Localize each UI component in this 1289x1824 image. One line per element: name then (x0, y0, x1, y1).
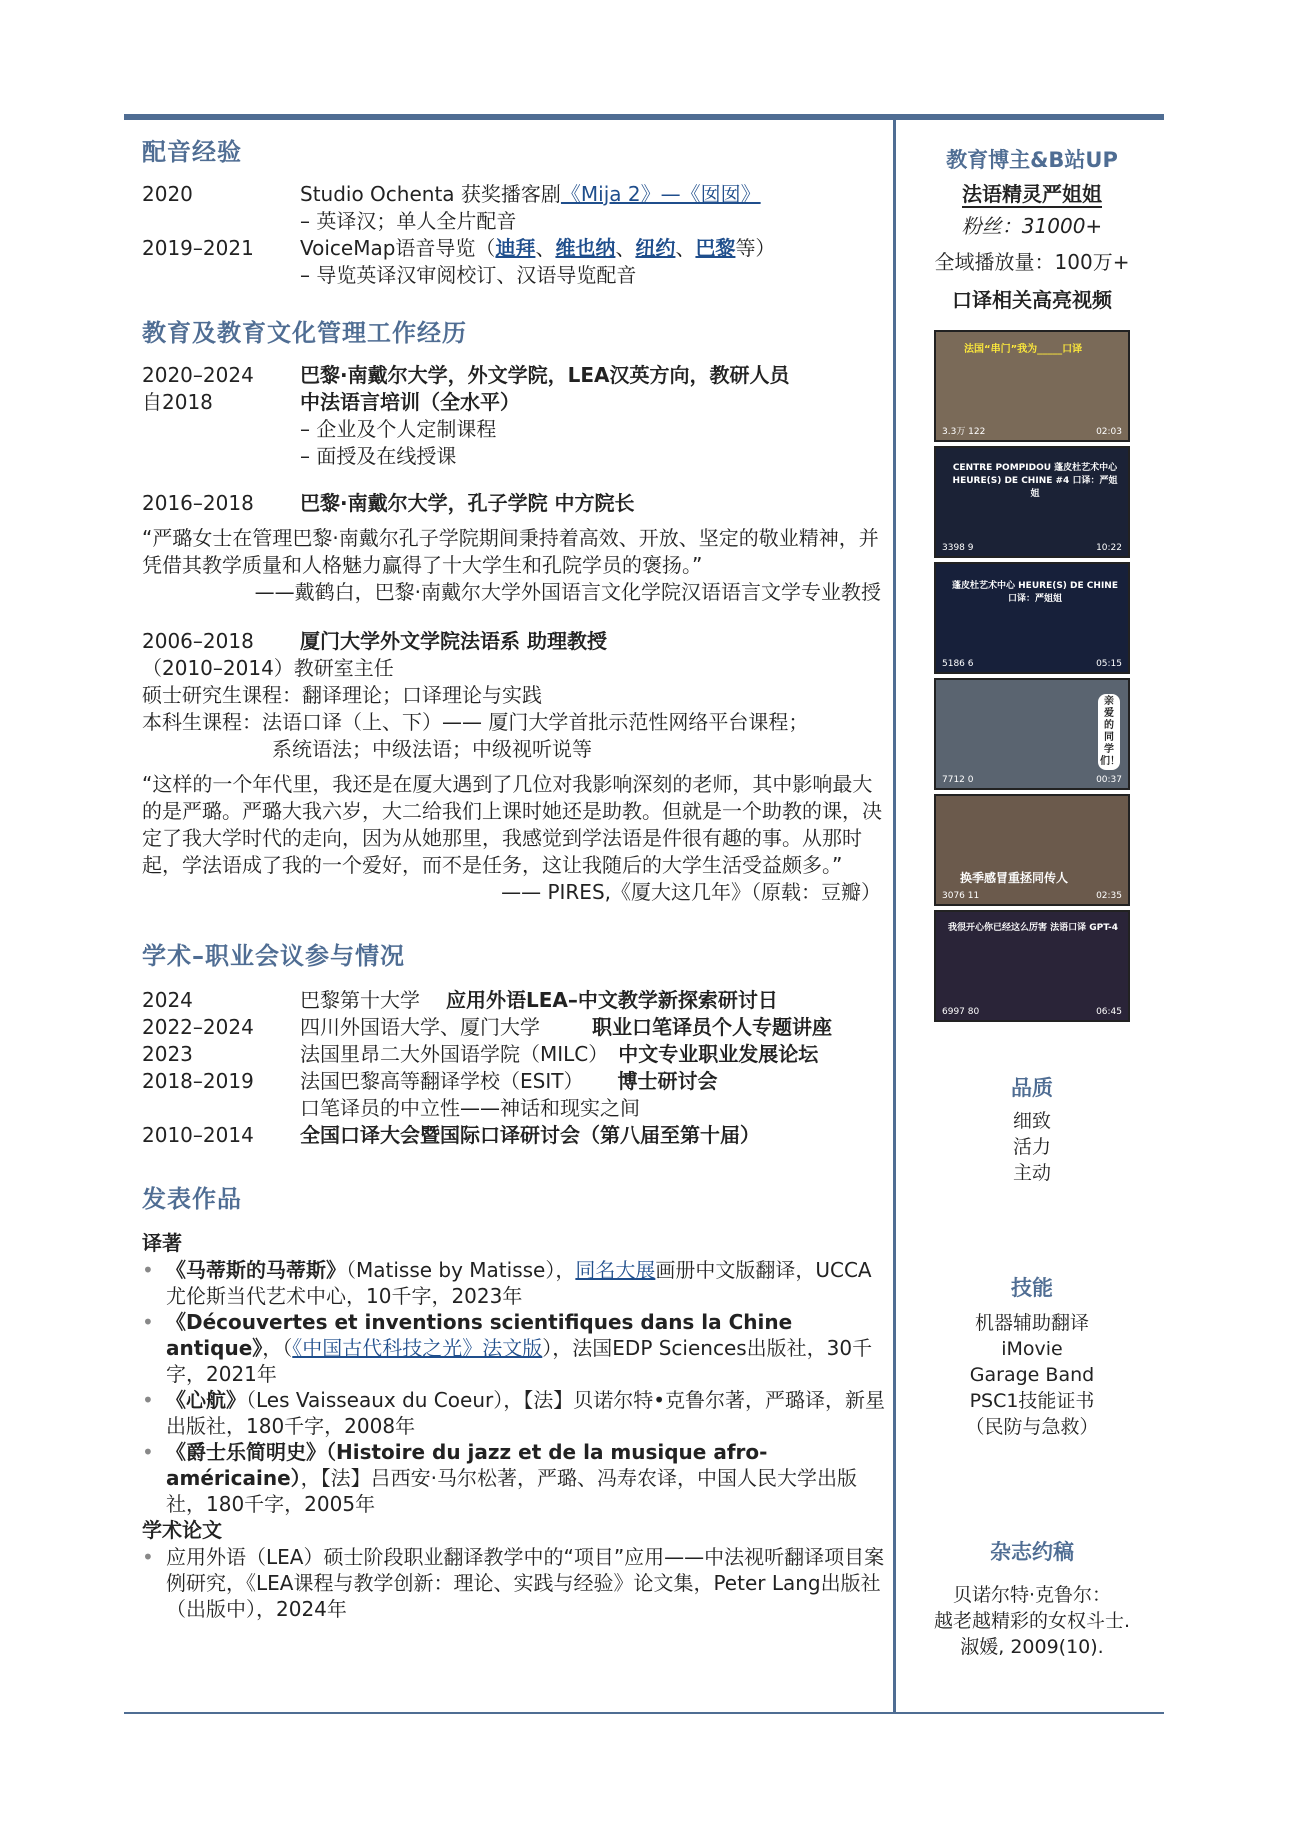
video-stats: 6997 80 (942, 1007, 980, 1017)
dubbing-item (142, 235, 887, 262)
job-title: 厦门大学外文学院法语系 助理教授 (300, 629, 607, 653)
video-stats: 3.3万 122 (942, 427, 986, 437)
skills-heading: 技能 (1011, 1276, 1053, 1300)
translations-heading: 译著 (142, 1231, 182, 1255)
blogger-name: 法语精灵严姐姐 (962, 182, 1102, 206)
dubbing-text: Studio Ochenta 获奖播客剧 (300, 182, 561, 206)
job-title: 巴黎·南戴尔大学，孔子学院 中方院长 (300, 491, 635, 515)
magazine-line: 贝诺尔特·克鲁尔： (952, 1584, 1112, 1606)
pub-title: 《马蒂斯的马蒂斯》 (166, 1258, 346, 1282)
magazine-heading: 杂志约稿 (990, 1540, 1074, 1564)
quality-item: 主动 (1012, 1162, 1051, 1184)
year: 2010–2014 (142, 1123, 254, 1147)
video-duration: 02:35 (1096, 891, 1122, 901)
papers-heading: 学术论文 (142, 1518, 222, 1542)
video-thumbnail[interactable] (934, 330, 1130, 442)
conference-list (142, 987, 887, 1149)
magazine-list (900, 1582, 1164, 1660)
conference-name: 职业口笔译员个人专题讲座 (592, 1015, 832, 1039)
job-item (142, 389, 887, 416)
skill-item: Garage Band (969, 1364, 1095, 1386)
job-item (142, 628, 887, 655)
publication-list (142, 1230, 887, 1622)
plays-count: 全域播放量：100万+ (934, 250, 1130, 274)
pub-title: 《爵士乐简明史》（Histoire du jazz et de la musique afro-américaine） (166, 1440, 768, 1490)
video-stats: 5186 6 (942, 659, 974, 669)
city-link-dubai[interactable]: 迪拜 (495, 236, 536, 260)
dubbing-sub: – 导览英译汉审阅校订、汉语导览配音 (300, 263, 637, 287)
testimonial-quote: “严璐女士在管理巴黎·南戴尔孔子学院期间秉持着高效、开放、坚定的敬业精神，并凭借其教学质量和人格魅力赢得了十大学生和孔院学员的褒扬。” (142, 526, 879, 577)
job-detail: 系统语法；中级法语；中级视听说等 (272, 737, 592, 761)
skill-item: （民防与急救） (965, 1416, 1099, 1438)
video-stats: 3076 11 (942, 891, 980, 901)
conference-name: 全国口译大会暨国际口译研讨会（第八届至第十届） (300, 1123, 760, 1147)
year: 2020–2024 (142, 363, 254, 387)
section-title-education: 教育及教育文化管理工作经历 (142, 319, 467, 347)
pub-text: 应用外语（LEA）硕士阶段职业翻译教学中的“项目”应用——中法视听翻译项目案例研究，《LEA课程与教学创新：理论、实践与经验》论文集，Peter Lang出版社（出版中），2024年 (166, 1545, 885, 1621)
pub-text: （Matisse by Matisse）， (346, 1258, 576, 1282)
job-title: 巴黎·南戴尔大学，外文学院，LEA汉英方向，教研人员 (300, 363, 790, 387)
video-label: CENTRE POMPIDOU 蓬皮杜艺术中心 HEURE(S) DE CHINE #4 口译：严姐姐 (952, 463, 1118, 499)
video-duration: 05:15 (1096, 659, 1122, 669)
year: 2024 (142, 988, 193, 1012)
conference-item (142, 1122, 887, 1149)
dubbing-title (300, 235, 887, 262)
video-duration: 02:03 (1096, 427, 1122, 437)
quality-item: 细致 (1012, 1110, 1051, 1132)
conference-item (142, 1068, 887, 1095)
column-divider (893, 114, 896, 1714)
publication-item (142, 1387, 887, 1439)
exhibition-link[interactable]: 同名大展 (575, 1258, 656, 1282)
job-item (142, 490, 887, 517)
video-thumbnail[interactable] (934, 794, 1130, 906)
publication-item (142, 1309, 887, 1387)
bullet-icon: • (142, 1388, 154, 1412)
bullet-icon: • (142, 1258, 154, 1282)
video-label: 亲爱的同学们！ (1098, 694, 1120, 770)
video-stats: 7712 0 (942, 775, 974, 785)
year (142, 1095, 300, 1122)
pub-title: 《Découvertes et inventions scientifiques dans la Chine antique》 (166, 1310, 793, 1360)
education-list (142, 362, 887, 906)
dubbing-list (142, 181, 887, 289)
magazine-line: 淑媛, 2009(10). (960, 1636, 1104, 1658)
publication-item (142, 1257, 887, 1309)
video-stats: 3398 9 (942, 543, 974, 553)
quality-heading: 品质 (1011, 1076, 1053, 1100)
book-link[interactable]: 《中国古代科技之光》法文版 (292, 1336, 543, 1360)
year: 自2018 (142, 390, 213, 414)
conference-name: 中文专业职业发展论坛 (618, 1042, 819, 1066)
top-divider (124, 114, 1164, 120)
city-link-paris[interactable]: 巴黎 (695, 236, 736, 260)
section-title-publications: 发表作品 (142, 1185, 242, 1213)
pub-text: ，【法】吕西安·马尔松著，严璐、冯寿农译，中国人民大学出版社，180千字，2005年 (166, 1466, 857, 1516)
video-thumbnail[interactable] (934, 678, 1130, 790)
job-sub: – 企业及个人定制课程 (300, 417, 497, 441)
video-label: 法国“串门”我为_____口译 (964, 344, 1083, 355)
year: 2016–2018 (142, 491, 254, 515)
bullet-icon: • (142, 1545, 154, 1569)
publication-item (142, 1439, 887, 1517)
video-thumbnail[interactable] (934, 446, 1130, 558)
video-label: 蓬皮杜艺术中心 HEURE(S) DE CHINE 口译：严姐姐 (952, 581, 1118, 604)
conference-place: 四川外国语大学、厦门大学 (300, 1015, 540, 1039)
video-label: 我很开心你已经这么厉害 法语口译 GPT-4 (947, 923, 1119, 933)
conference-place: 法国巴黎高等翻译学校（ESIT） (300, 1069, 584, 1093)
video-thumbnail[interactable] (934, 562, 1130, 674)
year: 2006–2018 (142, 629, 254, 653)
conference-place: 法国里昂二大外国语学院（MILC） (300, 1042, 609, 1066)
blogger-title: 教育博主&B站UP (946, 148, 1118, 172)
separator: 、 (615, 236, 636, 260)
conference-name: 应用外语LEA–中文教学新探索研讨日 (446, 988, 778, 1012)
pub-text: （Les Vaisseaux du Coeur），【法】贝诺尔特•克鲁尔著，严璐译，新星出版社，180千字，2008年 (166, 1388, 886, 1438)
quality-item: 活力 (1012, 1136, 1051, 1158)
conference-place: 巴黎第十大学 (300, 988, 420, 1012)
magazine-line: 越老越精彩的女权斗士. (933, 1610, 1131, 1632)
job-item (142, 362, 887, 389)
publication-item (142, 1544, 887, 1622)
section-title-conferences: 学术–职业会议参与情况 (142, 942, 405, 970)
video-label: 换季感冒重拯同传人 (960, 871, 1069, 885)
video-duration: 10:22 (1096, 543, 1122, 553)
videos-heading: 口译相关高亮视频 (952, 288, 1112, 312)
bottom-divider (124, 1712, 1164, 1714)
video-duration: 06:45 (1096, 1007, 1122, 1017)
video-thumbnail[interactable] (934, 910, 1130, 1022)
pub-text: 画册中文版翻译，UCCA尤伦斯当代艺术中心，10千字，2023年 (166, 1258, 872, 1308)
job-detail: （2010–2014）教研室主任 (142, 656, 394, 680)
dubbing-item (142, 181, 887, 208)
dubbing-title (300, 181, 887, 208)
main-column (142, 128, 887, 1622)
skill-item: 机器辅助翻译 (974, 1312, 1089, 1334)
conference-item (142, 987, 887, 1014)
testimonial-source: —— PIRES,《厦大这几年》（原载：豆瓣） (501, 880, 881, 904)
year: 2023 (142, 1042, 193, 1066)
year: 2020 (142, 182, 193, 206)
skill-item: iMovie (1001, 1338, 1063, 1360)
sidebar (900, 128, 1164, 1660)
skills-list (900, 1310, 1164, 1440)
fans-count: 粉丝：31000+ (961, 214, 1103, 238)
video-list (900, 330, 1164, 1022)
city-link-vienna[interactable]: 维也纳 (555, 236, 616, 260)
conference-place: 口笔译员的中立性——神话和现实之间 (300, 1096, 640, 1120)
year: 2019–2021 (142, 236, 254, 260)
pub-title: 《心航》 (166, 1388, 246, 1412)
job-detail: 本科生课程：法语口译（上、下）—— 厦门大学首批示范性网络平台课程； (142, 710, 809, 734)
job-detail: 硕士研究生课程：翻译理论；口译理论与实践 (142, 683, 542, 707)
conference-item (142, 1014, 887, 1041)
conference-name: 博士研讨会 (617, 1069, 718, 1093)
separator: 、 (675, 236, 696, 260)
testimonial-quote: “这样的一个年代里，我还是在厦大遇到了几位对我影响深刻的老师，其中影响最大的是严璐。严璐大我六岁，大二给我们上课时她还是助教。但就是一个助教的课，决定了我大学时代的走向，因为从她那里，我感觉到学法语是件很有趣的事。从那时起，学法语成了我的一个爱好，而不是任务，这让我随后的大学生活受益颇多。” (142, 772, 882, 877)
section-title-dubbing: 配音经验 (142, 138, 242, 166)
pub-text: ，（ (262, 1336, 293, 1360)
dubbing-text: VoiceMap语音导览（ (300, 236, 496, 260)
separator: 、 (535, 236, 556, 260)
year: 2022–2024 (142, 1015, 254, 1039)
conference-item (142, 1095, 887, 1122)
conference-item (142, 1041, 887, 1068)
skill-item: PSC1技能证书 (969, 1390, 1095, 1412)
bullet-icon: • (142, 1310, 154, 1334)
job-sub: – 面授及在线授课 (300, 444, 457, 468)
dubbing-text: 等） (735, 236, 776, 260)
city-link-newyork[interactable]: 纽约 (635, 236, 676, 260)
job-title: 中法语言培训（全水平） (300, 390, 520, 414)
bullet-icon: • (142, 1440, 154, 1464)
dubbing-sub: – 英译汉；单人全片配音 (300, 209, 517, 233)
quality-list (900, 1108, 1164, 1186)
testimonial-source: ——戴鹤白，巴黎·南戴尔大学外国语言文化学院汉语语言文学专业教授 (254, 580, 881, 604)
video-duration: 00:37 (1096, 775, 1122, 785)
pub-text: ），法国EDP Sciences出版社，30千字，2021年 (166, 1336, 873, 1386)
year: 2018–2019 (142, 1069, 254, 1093)
mija-link[interactable]: 《Mija 2》—《囡囡》 (560, 182, 761, 206)
